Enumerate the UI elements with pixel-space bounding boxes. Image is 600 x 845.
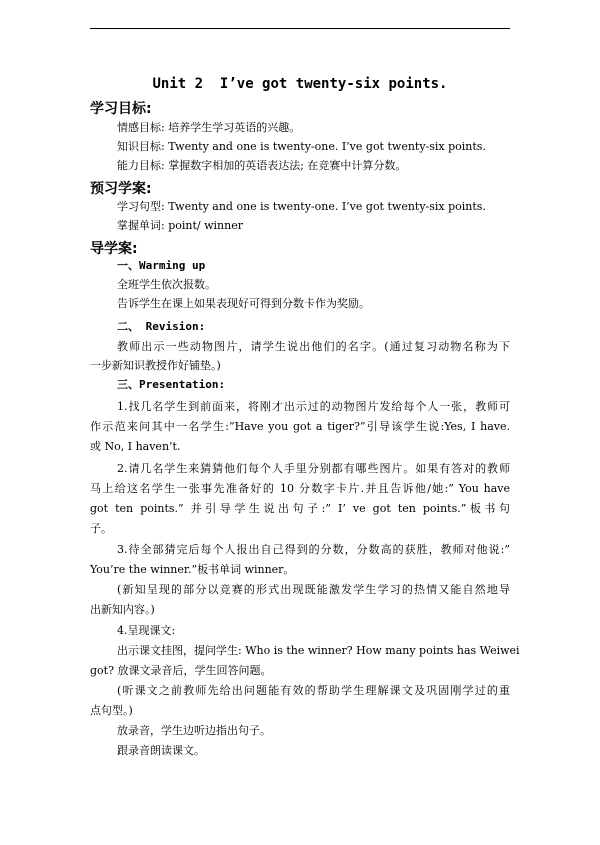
goal-emotion: 情感目标: 培养学生学习英语的兴趣。 (117, 121, 301, 134)
presentation-4a: 出示课文挂图，提问学生: Who is the winner? How many points has Weiwei (117, 644, 520, 657)
presentation-2d: 子。 (90, 522, 112, 535)
revision-line-1a: 教师出示一些动物图片，请学生说出他们的名字。(通过复习动物名称为下 (117, 340, 510, 353)
presentation-4f: 跟录音朗读课文。 (117, 744, 205, 757)
presentation-3b: You’re the winner.”板书单词 winner。 (90, 563, 295, 576)
presentation-2a: 2.请几名学生来猜猜他们每个人手里分别都有哪些图片。如果有答对的教师 (117, 462, 510, 475)
warmup-line-2: 告诉学生在课上如果表现好可得到分数卡作为奖励。 (117, 297, 370, 310)
warmup-title: 一、Warming up (117, 259, 206, 272)
presentation-1a: 1.找几名学生到前面来，将刚才出示过的动物图片发给每个人一张，教师可 (117, 400, 510, 413)
presentation-4b: got? 放课文录音后，学生回答问题。 (90, 664, 272, 677)
header-rule (90, 28, 510, 29)
goals-heading: 学习目标: (90, 101, 152, 117)
presentation-title: 三、Presentation: (117, 378, 226, 391)
guide-heading: 导学案: (90, 241, 138, 257)
presentation-3c: (新知呈现的部分以竞赛的形式出现既能激发学生学习的热情又能自然地导 (117, 583, 510, 596)
preview-words: 掌握单词: point/ winner (117, 219, 243, 232)
page-title: Unit 2 I’ve got twenty-six points. (152, 76, 448, 92)
revision-title: 二、 Revision: (117, 320, 206, 333)
goal-ability: 能力目标: 掌握数字相加的英语表达法; 在竞赛中计算分数。 (117, 159, 407, 172)
presentation-3d: 出新知内容。) (90, 603, 155, 616)
presentation-3a: 3.待全部猜完后每个人报出自己得到的分数，分数高的获胜，教师对他说:” (117, 543, 510, 556)
preview-heading: 预习学案: (90, 181, 152, 197)
revision-line-1b: 一步新知识教授作好铺垫。) (90, 359, 221, 372)
warmup-line-1: 全班学生依次报数。 (117, 278, 216, 291)
presentation-4e: 放录音，学生边听边指出句子。 (117, 724, 271, 737)
presentation-2c: got ten points.” 并引导学生说出句子:” I’ ve got ten points.”板书句 (90, 502, 510, 515)
presentation-4-title: 4.呈现课文: (117, 624, 176, 637)
preview-sentence: 学习句型: Twenty and one is twenty-one. I’ve got twenty-six points. (117, 200, 486, 213)
presentation-2b: 马上给这名学生一张事先准备好的 10 分数字卡片.并且告诉他/她:” You have (90, 482, 510, 495)
presentation-1c: 或 No, I haven’t. (90, 440, 181, 453)
presentation-1b: 作示范来问其中一名学生:”Have you got a tiger?”引导该学生说:Yes, I have. (90, 420, 510, 433)
presentation-4d: 点句型。) (90, 704, 133, 717)
goal-knowledge: 知识目标: Twenty and one is twenty-one. I’ve got twenty-six points. (117, 140, 486, 153)
presentation-4c: (听课文之前教师先给出问题能有效的帮助学生理解课文及巩固刚学过的重 (117, 684, 510, 697)
